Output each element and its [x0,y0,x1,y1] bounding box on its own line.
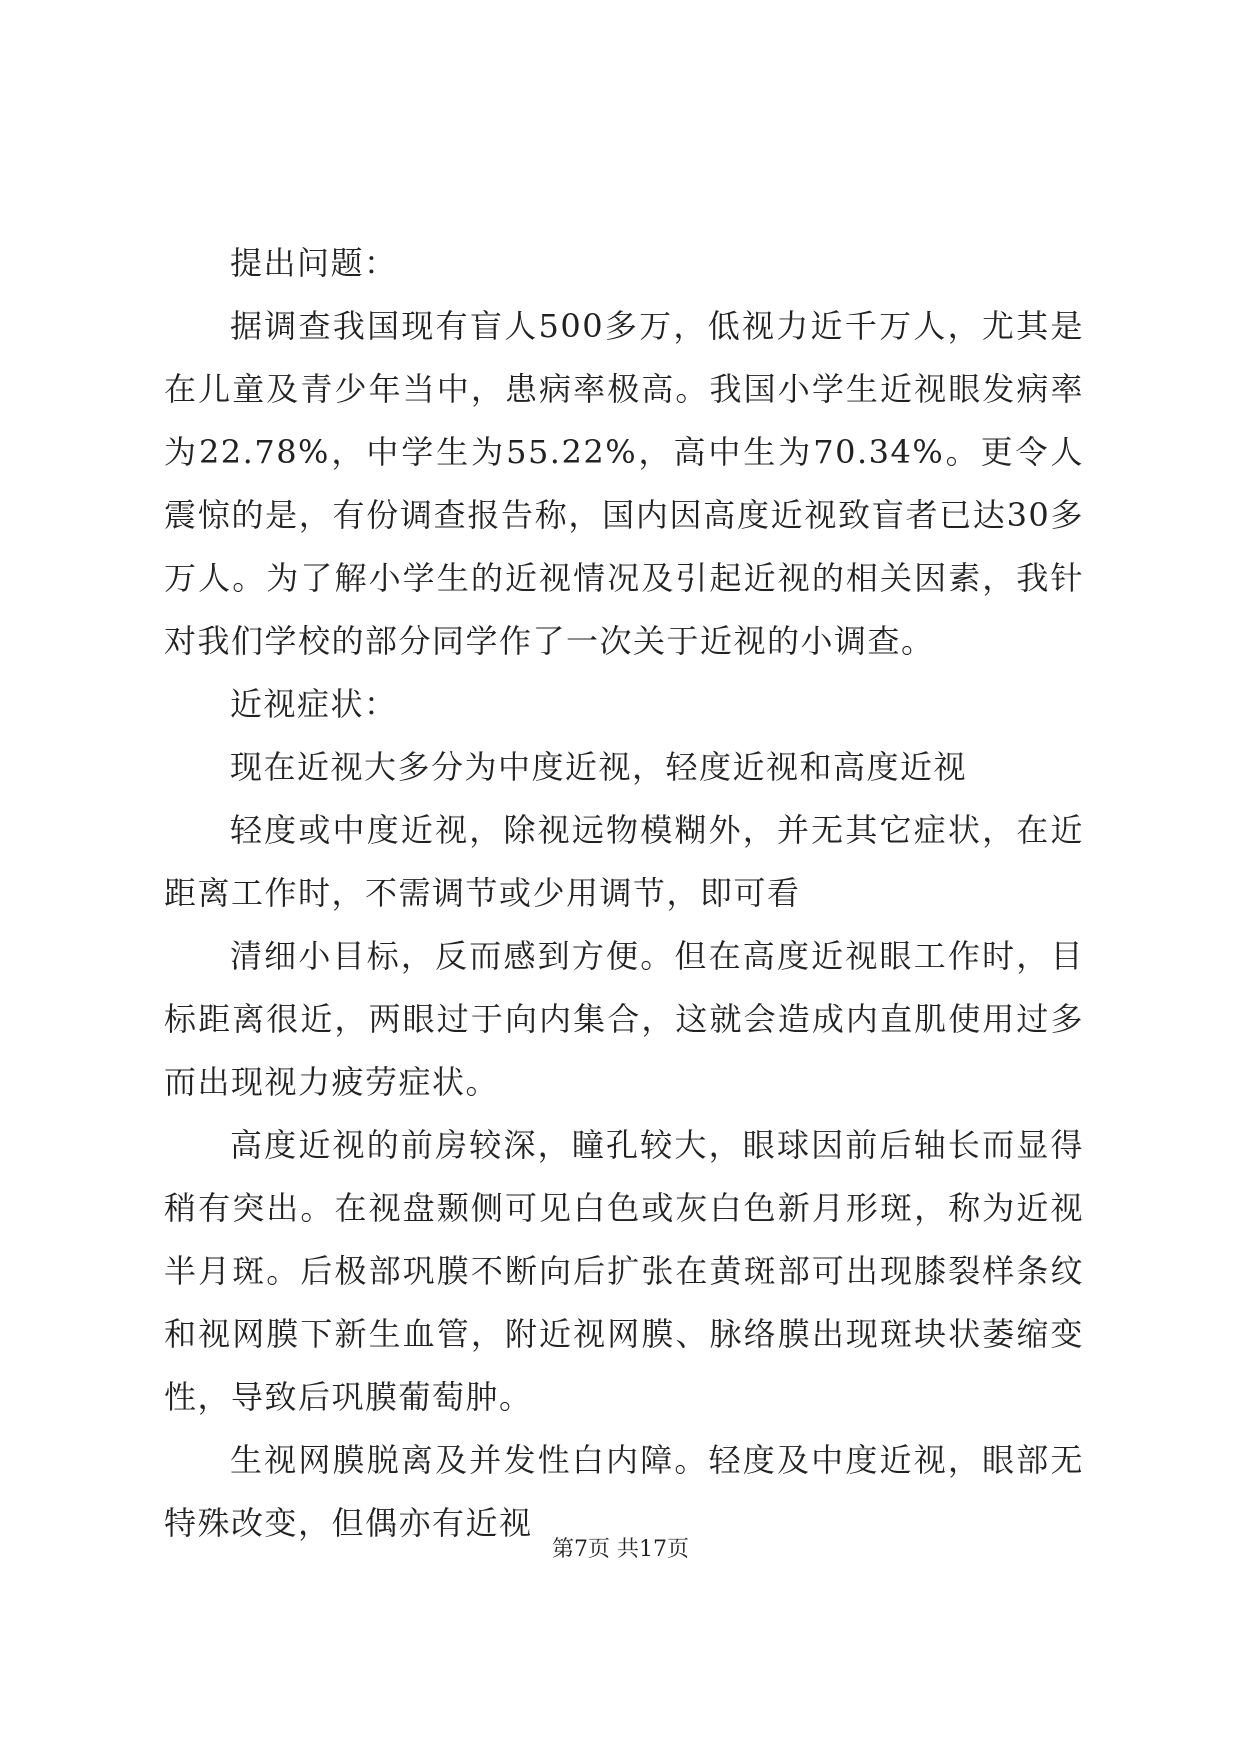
heading-myopia-symptoms: 近视症状： [230,685,398,723]
page-number-footer: 第7页 共17页 [552,1537,689,1562]
paragraph-high-myopia-signs: 高度近视的前房较深，瞳孔较大，眼球因前后轴长而显得稍有突出。在视盘颞侧可见白色或灰白色新月形斑，称为近视半月斑。后极部巩膜不断向后扩张在黄斑部可出现膝裂样条纹和视网膜下新生血管，附近视网膜、脉络膜出现斑块状萎缩变性，导致后巩膜葡萄肿。 [164,1126,1084,1416]
paragraph-high-myopia-fatigue: 清细小目标，反而感到方便。但在高度近视眼工作时，目标距离很近，两眼过于向内集合，这就会造成内直肌使用过多而出现视力疲劳症状。 [164,937,1084,1101]
heading-raise-question: 提出问题： [230,244,398,282]
paragraph-survey-background: 据调查我国现有盲人500多万，低视力近千万人，尤其是在儿童及青少年当中，患病率极高。我国小学生近视眼发病率为22.78%，中学生为55.22%，高中生为70.34%。更令人震惊的是，有份调查报告称，国内因高度近视致盲者已达30多万人。为了解小学生的近视情况及引起近视的相关因素，我针对我们学校的部分同学作了一次关于近视的小调查。 [164,307,1084,660]
paragraph-mild-moderate-myopia: 轻度或中度近视，除视远物模糊外，并无其它症状，在近距离工作时，不需调节或少用调节，即可看 [164,811,1084,912]
document-body [164,232,1084,1555]
paragraph-myopia-types: 现在近视大多分为中度近视，轻度近视和高度近视 [230,748,968,786]
paragraph-complications: 生视网膜脱离及并发性白内障。轻度及中度近视，眼部无特殊改变，但偶亦有近视 [164,1441,1084,1542]
